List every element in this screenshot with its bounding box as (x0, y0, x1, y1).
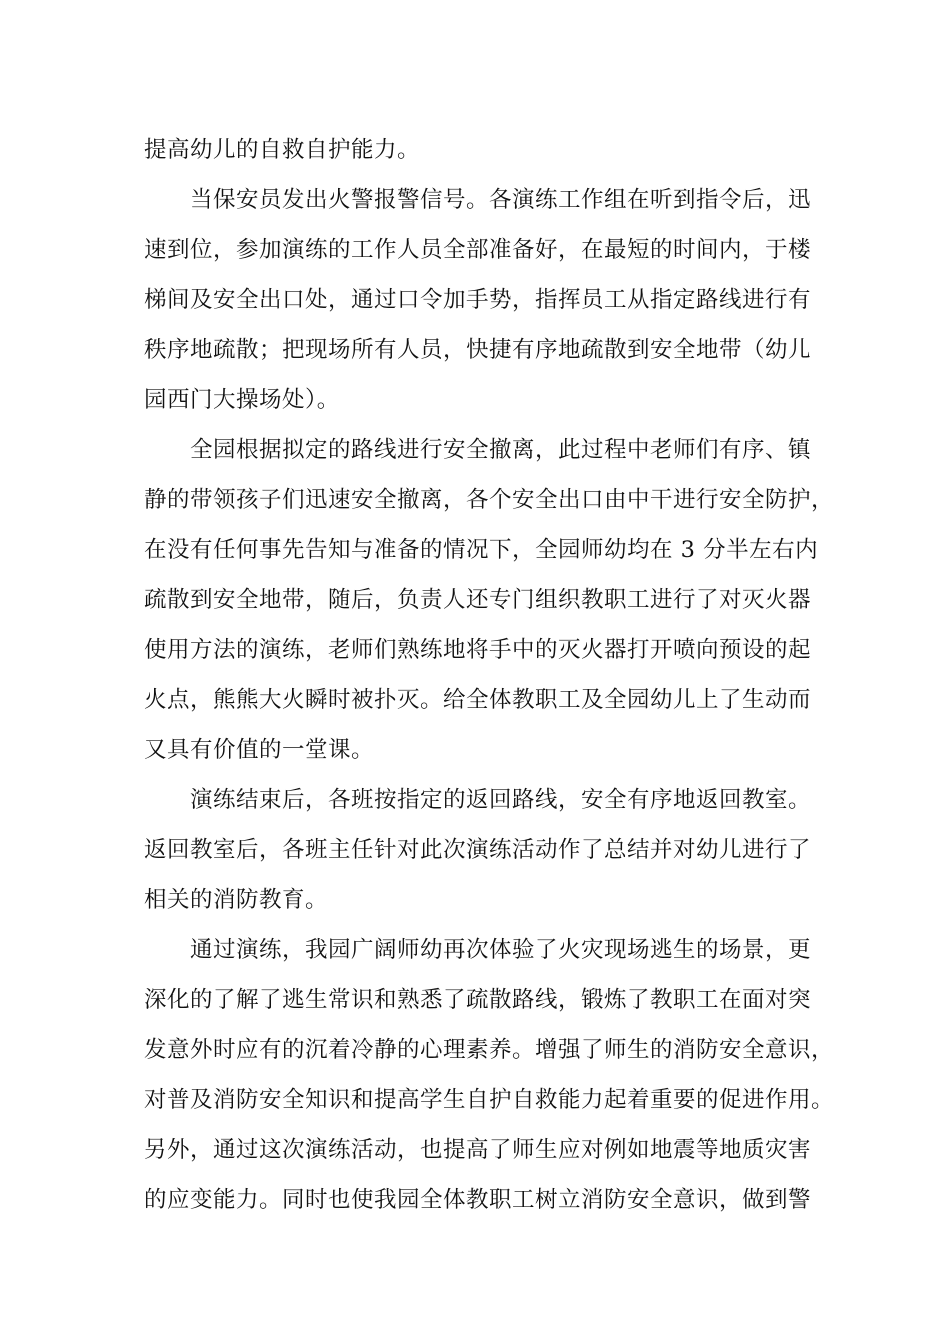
text-line: 秩序地疏散；把现场所有人员，快捷有序地疏散到安全地带（幼儿 (144, 337, 812, 363)
text-line: 相关的消防教育。 (144, 887, 329, 913)
text-line: 另外，通过这次演练活动，也提高了师生应对例如地震等地质灾害 (144, 1137, 812, 1163)
text-line: 园西门大操场处）。 (144, 387, 340, 413)
text-line: 静的带领孩子们迅速安全撤离，各个安全出口由中干进行安全防护， (144, 487, 835, 513)
text-line: 使用方法的演练，老师们熟练地将手中的灭火器打开喷向预设的起 (144, 637, 812, 663)
paragraph-first-line: 当保安员发出火警报警信号。各演练工作组在听到指令后，迅 (190, 187, 812, 213)
text-line: 又具有价值的一堂课。 (144, 737, 375, 763)
text-line: 发意外时应有的沉着冷静的心理素养。增强了师生的消防安全意识， (144, 1037, 835, 1063)
text-line: 梯间及安全出口处，通过口令加手势，指挥员工从指定路线进行有 (144, 287, 812, 313)
paragraph-first-line: 演练结束后，各班按指定的返回路线，安全有序地返回教室。 (190, 787, 812, 813)
paragraph-first-line: 全园根据拟定的路线进行安全撤离，此过程中老师们有序、镇 (190, 437, 812, 463)
text-line: 对普及消防安全知识和提高学生自护自救能力起着重要的促进作用。 (144, 1087, 835, 1113)
text-line: 在没有任何事先告知与准备的情况下，全园师幼均在 3 分半左右内 (144, 537, 819, 563)
text-line: 火点，熊熊大火瞬时被扑灭。给全体教职工及全园幼儿上了生动而 (144, 687, 812, 713)
text-line: 的应变能力。同时也使我园全体教职工树立消防安全意识，做到警 (144, 1187, 812, 1213)
paragraph-first-line: 通过演练，我园广阔师幼再次体验了火灾现场逃生的场景，更 (190, 937, 812, 963)
text-line: 深化的了解了逃生常识和熟悉了疏散路线，锻炼了教职工在面对突 (144, 987, 812, 1013)
text-line: 疏散到安全地带，随后，负责人还专门组织教职工进行了对灭火器 (144, 587, 812, 613)
text-line: 返回教室后，各班主任针对此次演练活动作了总结并对幼儿进行了 (144, 837, 812, 863)
text-line: 速到位，参加演练的工作人员全部准备好，在最短的时间内，于楼 (144, 237, 812, 263)
text-line: 提高幼儿的自救自护能力。 (144, 137, 421, 163)
